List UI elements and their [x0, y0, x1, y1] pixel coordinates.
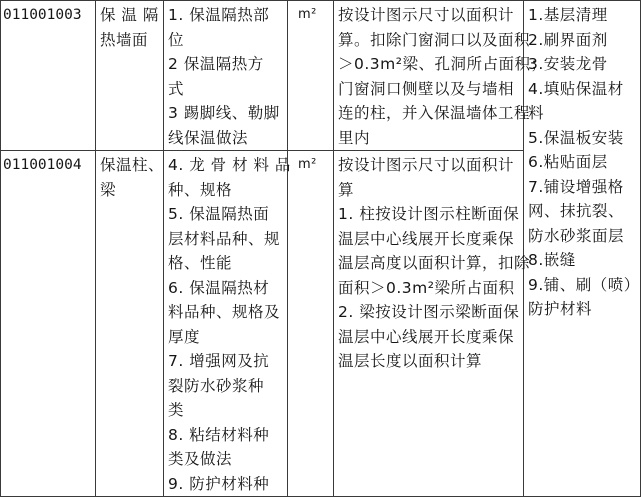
work-line: 4.填贴保温材: [528, 79, 624, 98]
rule-line: 算。扣除门窗洞口以及面积: [338, 30, 531, 49]
item-code: [1, 151, 96, 497]
item-features: [164, 151, 291, 497]
feature-line: 线保温做法: [168, 128, 249, 147]
rule-line: 面积＞0.3m²梁所占面积: [338, 278, 515, 297]
feature-line: 层材料品种、规: [168, 229, 281, 248]
feature-line: 裂防水砂浆种: [168, 376, 265, 395]
feature-line: 1. 保温隔热部: [168, 6, 270, 24]
feature-line: 式: [168, 79, 185, 98]
item-name: [96, 1, 164, 151]
feature-line: 7. 增强网及抗: [168, 352, 270, 370]
feature-line: 2 保温隔热方: [168, 55, 264, 73]
feature-line: 类: [168, 401, 185, 419]
feature-line: 3 踢脚线、勒脚: [168, 104, 280, 122]
item-code-text: 011001004: [3, 157, 82, 173]
feature-line: 8. 粘结材料种: [168, 425, 270, 444]
work-line: 3.安装龙骨: [528, 55, 608, 73]
rule-line: 门窗洞口侧壁以及与墙相: [338, 79, 515, 98]
rule-line: 算: [338, 180, 355, 199]
item-name-line: 梁: [100, 180, 117, 199]
rule-line: 按设计图示尺寸以面积计: [338, 6, 515, 24]
work-line: 8.嵌缝: [528, 251, 576, 269]
feature-line: 位: [168, 30, 185, 49]
item-code-text: 011001003: [3, 7, 82, 23]
feature-line: 料品种、规格及: [168, 303, 281, 321]
unit-text: m²: [298, 157, 317, 172]
item-name-line: 热墙面: [100, 30, 149, 49]
feature-line: 5. 保温隔热面: [168, 205, 270, 223]
work-line: 防水砂浆面层: [528, 226, 625, 245]
work-line: 7.铺设增强格: [528, 177, 624, 196]
unit-text: m²: [298, 7, 317, 22]
rule-line: 1. 柱按设计图示柱断面保: [338, 205, 520, 223]
item-code: [1, 1, 96, 151]
work-content: [524, 1, 641, 497]
work-line: 5.保温板安装: [528, 128, 624, 147]
item-name-line: 保温柱、: [100, 156, 165, 174]
rule-line: 里内: [338, 128, 371, 147]
feature-line: 类及做法: [168, 450, 233, 468]
work-line: 9.铺、刷（喷）: [528, 275, 640, 294]
rule-line: 按设计图示尺寸以面积计: [338, 156, 515, 174]
feature-line: 种、规格: [168, 180, 233, 199]
rule-line: 连的柱，并入保温墙体工程: [338, 104, 531, 122]
work-line: 网、抹抗裂、: [528, 202, 625, 220]
work-line: 6.粘贴面层: [528, 153, 608, 171]
rule-line: 温层长度以面积计算: [338, 352, 483, 370]
rule-line: 温层中心线展开长度乘保: [338, 229, 515, 248]
item-name: [96, 151, 164, 497]
feature-line: 6. 保温隔热材: [168, 278, 270, 297]
feature-line: 4. 龙 骨 材 料 品: [168, 156, 291, 174]
item-unit: [288, 1, 334, 151]
feature-line: 厚度: [168, 327, 201, 346]
feature-line: 格、性能: [168, 254, 233, 272]
work-line: 2.刷界面剂: [528, 30, 608, 49]
item-features: [164, 1, 288, 151]
item-unit: [288, 151, 334, 497]
rule-line: ＞0.3m²梁、孔洞所占面积；: [338, 55, 547, 73]
item-rule: [334, 151, 531, 497]
rule-line: 温层高度以面积计算，扣除: [338, 254, 531, 272]
rule-line: 温层中心线展开长度乘保: [338, 327, 515, 346]
table-row: [1, 1, 641, 151]
work-line: 料: [528, 104, 545, 122]
work-line: 1.基层清理: [528, 6, 608, 24]
item-name-line: 保 温 隔: [100, 6, 159, 24]
item-rule: [334, 1, 547, 151]
work-line: 防护材料: [528, 300, 593, 318]
feature-line: 9. 防护材料种: [168, 474, 270, 493]
rule-line: 2. 梁按设计图示梁断面保: [338, 303, 520, 321]
